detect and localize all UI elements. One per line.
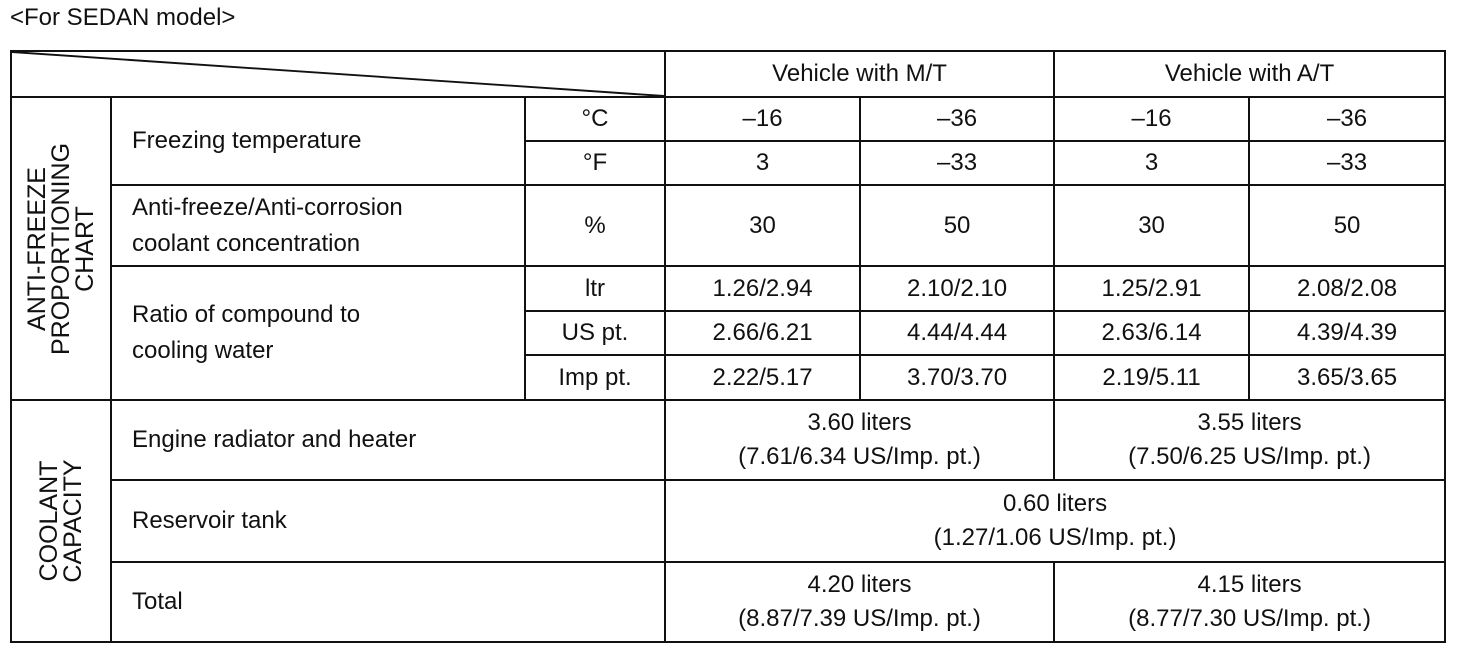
- table-cell: –16: [665, 97, 860, 141]
- table-cell: 3.65/3.65: [1249, 355, 1445, 400]
- unit-percent: %: [525, 185, 665, 266]
- label-line: coolant concentration: [132, 229, 361, 257]
- unit-ltr: ltr: [525, 266, 665, 311]
- section-label-line: PROPORTIONING: [47, 142, 75, 355]
- reservoir-tank-label: Reservoir tank: [111, 480, 665, 562]
- section-label-line: ANTI-FREEZE: [23, 166, 51, 331]
- table-cell: –36: [860, 97, 1054, 141]
- total-capacity-at: [1054, 562, 1445, 642]
- table-cell: 3.70/3.70: [860, 355, 1054, 400]
- unit-celsius: °C: [525, 97, 665, 141]
- capacity-pints: (1.27/1.06 US/Imp. pt.): [933, 524, 1177, 551]
- table-cell: 2.66/6.21: [665, 311, 860, 355]
- table-row: [11, 562, 1445, 642]
- header-at: Vehicle with A/T: [1054, 51, 1445, 97]
- table-cell: 3: [1054, 141, 1249, 185]
- antifreeze-section-label: [11, 97, 111, 400]
- table-cell: –33: [1249, 141, 1445, 185]
- table-cell: 30: [665, 185, 860, 266]
- table-cell: 2.08/2.08: [1249, 266, 1445, 311]
- engine-capacity-at: [1054, 400, 1445, 480]
- header-row: [11, 51, 1445, 97]
- diagonal-line: [12, 52, 664, 96]
- section-label-line: COOLANT: [35, 460, 63, 582]
- capacity-pints: (8.87/7.39 US/Imp. pt.): [738, 605, 981, 632]
- table-cell: 3: [665, 141, 860, 185]
- capacity-liters: 3.60 liters: [807, 409, 912, 436]
- table-cell: –33: [860, 141, 1054, 185]
- table-cell: 2.19/5.11: [1054, 355, 1249, 400]
- table-cell: 4.44/4.44: [860, 311, 1054, 355]
- section-label-line: CAPACITY: [59, 459, 87, 583]
- table-row: [11, 97, 1445, 141]
- capacity-pints: (7.50/6.25 US/Imp. pt.): [1128, 443, 1371, 470]
- label-line: Anti-freeze/Anti-corrosion: [132, 193, 403, 221]
- label-line: cooling water: [132, 337, 274, 364]
- unit-fahrenheit: °F: [525, 141, 665, 185]
- table-row: [11, 185, 1445, 266]
- table-cell: 1.25/2.91: [1054, 266, 1249, 311]
- table-caption: <For SEDAN model>: [10, 4, 236, 31]
- concentration-label: [111, 185, 525, 266]
- capacity-pints: (8.77/7.30 US/Imp. pt.): [1128, 605, 1371, 632]
- capacity-liters: 4.20 liters: [807, 571, 912, 598]
- total-label: Total: [111, 562, 665, 642]
- table-row: [11, 480, 1445, 562]
- table-cell: 2.63/6.14: [1054, 311, 1249, 355]
- table-cell: 2.10/2.10: [860, 266, 1054, 311]
- table-cell: 4.39/4.39: [1249, 311, 1445, 355]
- reservoir-capacity: [665, 480, 1445, 562]
- table-cell: 1.26/2.94: [665, 266, 860, 311]
- engine-radiator-label: Engine radiator and heater: [111, 400, 665, 480]
- coolant-spec-table: [10, 50, 1446, 643]
- table-cell: 50: [1249, 185, 1445, 266]
- unit-imp-pt: Imp pt.: [525, 355, 665, 400]
- header-mt: Vehicle with M/T: [665, 51, 1054, 97]
- section-label-line: CHART: [71, 205, 99, 292]
- table-cell: 50: [860, 185, 1054, 266]
- coolant-capacity-section-label: [11, 400, 111, 642]
- table-cell: –36: [1249, 97, 1445, 141]
- capacity-liters: 3.55 liters: [1197, 409, 1302, 436]
- ratio-label: [111, 266, 525, 400]
- label-line: Ratio of compound to: [132, 301, 361, 328]
- engine-capacity-mt: [665, 400, 1054, 480]
- capacity-liters: 0.60 liters: [1003, 490, 1108, 517]
- table-cell: 2.22/5.17: [665, 355, 860, 400]
- total-capacity-mt: [665, 562, 1054, 642]
- capacity-liters: 4.15 liters: [1197, 571, 1302, 598]
- freezing-temperature-label: Freezing temperature: [111, 97, 525, 185]
- table-cell: 30: [1054, 185, 1249, 266]
- capacity-pints: (7.61/6.34 US/Imp. pt.): [738, 443, 981, 470]
- diagonal-corner-cell: [11, 51, 665, 97]
- unit-us-pt: US pt.: [525, 311, 665, 355]
- table-cell: –16: [1054, 97, 1249, 141]
- table-row: [11, 266, 1445, 311]
- table-row: [11, 400, 1445, 480]
